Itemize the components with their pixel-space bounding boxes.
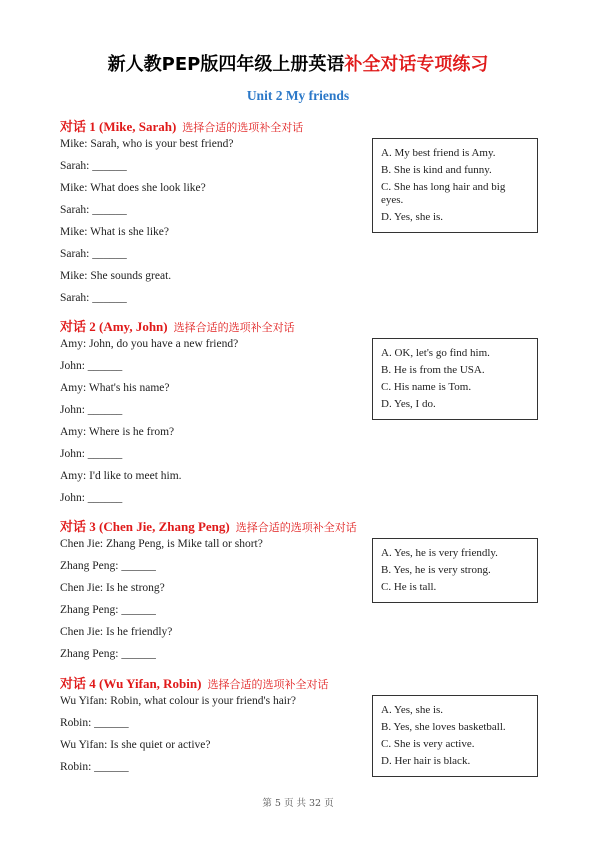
dialog-line: John: ______ (60, 360, 123, 372)
dialog-line: Sarah: ______ (60, 292, 127, 304)
option-item: B. Yes, he is very strong. (381, 564, 491, 576)
dialog-instruction: 选择合适的选项补全对话 (207, 678, 329, 691)
option-item: D. Yes, she is. (381, 211, 444, 223)
option-item: D. Her hair is black. (381, 755, 471, 767)
page-number: 第 5 页 共 32 页 (262, 798, 334, 809)
option-item: A. OK, let's go find him. (381, 347, 490, 359)
dialog-line: John: ______ (60, 492, 123, 504)
dialog-1 (60, 116, 540, 306)
dialog-line: Chen Jie: Is he friendly? (60, 626, 173, 638)
options-box (372, 138, 538, 233)
dialog-line: Amy: Where is he from? (60, 426, 175, 438)
dialog-3 (60, 516, 540, 662)
dialog-line: John: ______ (60, 448, 123, 460)
options-box (372, 695, 538, 777)
unit-subtitle: Unit 2 My friends (246, 88, 350, 103)
dialog-line: Mike: What is she like? (60, 226, 170, 238)
dialog-heading (60, 673, 328, 692)
option-item: A. Yes, she is. (381, 704, 444, 716)
dialog-line: John: ______ (60, 404, 123, 416)
title-highlight: 补全对话专项练习 (344, 54, 489, 75)
option-item: B. Yes, she loves basketball. (381, 721, 506, 733)
dialog-line: Wu Yifan: Robin, what colour is your friend's hair? (60, 695, 296, 707)
dialog-line: Zhang Peng: ______ (60, 560, 156, 572)
options-box (372, 538, 538, 603)
dialog-title: 对话 3 (Chen Jie, Zhang Peng) (60, 519, 230, 534)
page-title (0, 52, 596, 78)
dialog-line: Mike: What does she look like? (60, 182, 206, 194)
dialog-line: Sarah: ______ (60, 160, 127, 172)
dialog-instruction: 选择合适的选项补全对话 (173, 321, 295, 334)
dialog-heading (60, 116, 303, 135)
option-item: C. He is tall. (381, 581, 437, 593)
dialog-line: Robin: ______ (60, 761, 129, 773)
option-item: D. Yes, I do. (381, 398, 436, 410)
options-box (372, 338, 538, 420)
dialog-line: Zhang Peng: ______ (60, 648, 156, 660)
dialog-line: Wu Yifan: Is she quiet or active? (60, 739, 211, 751)
dialog-heading (60, 516, 357, 535)
dialog-2 (60, 316, 540, 506)
option-item: A. Yes, he is very friendly. (381, 547, 498, 559)
dialog-instruction: 选择合适的选项补全对话 (235, 521, 357, 534)
dialog-title: 对话 4 (Wu Yifan, Robin) (60, 676, 202, 691)
dialog-instruction: 选择合适的选项补全对话 (182, 121, 304, 134)
dialog-heading (60, 316, 295, 335)
dialog-line: Chen Jie: Zhang Peng, is Mike tall or short? (60, 538, 263, 550)
dialog-line: Sarah: ______ (60, 248, 127, 260)
option-item: B. He is from the USA. (381, 364, 485, 376)
dialog-line: Amy: John, do you have a new friend? (60, 338, 239, 350)
dialog-line: Amy: I'd like to meet him. (60, 470, 182, 482)
dialog-line: Mike: She sounds great. (60, 270, 172, 282)
dialog-line: Sarah: ______ (60, 204, 127, 216)
dialog-title: 对话 2 (Amy, John) (60, 319, 168, 334)
dialog-title: 对话 1 (Mike, Sarah) (60, 119, 177, 134)
dialog-line: Amy: What's his name? (60, 382, 170, 394)
dialog-line: Robin: ______ (60, 717, 129, 729)
title-main: 新人教PEP版四年级上册英语 (107, 54, 345, 75)
option-item: A. My best friend is Amy. (381, 147, 496, 159)
dialog-line: Zhang Peng: ______ (60, 604, 156, 616)
option-item: B. She is kind and funny. (381, 164, 492, 176)
option-item: C. She is very active. (381, 738, 475, 750)
option-item: C. His name is Tom. (381, 381, 472, 393)
dialog-line: Mike: Sarah, who is your best friend? (60, 138, 234, 150)
dialog-4 (60, 673, 540, 775)
option-item: C. She has long hair and big eyes. (381, 181, 506, 206)
dialog-line: Chen Jie: Is he strong? (60, 582, 165, 594)
